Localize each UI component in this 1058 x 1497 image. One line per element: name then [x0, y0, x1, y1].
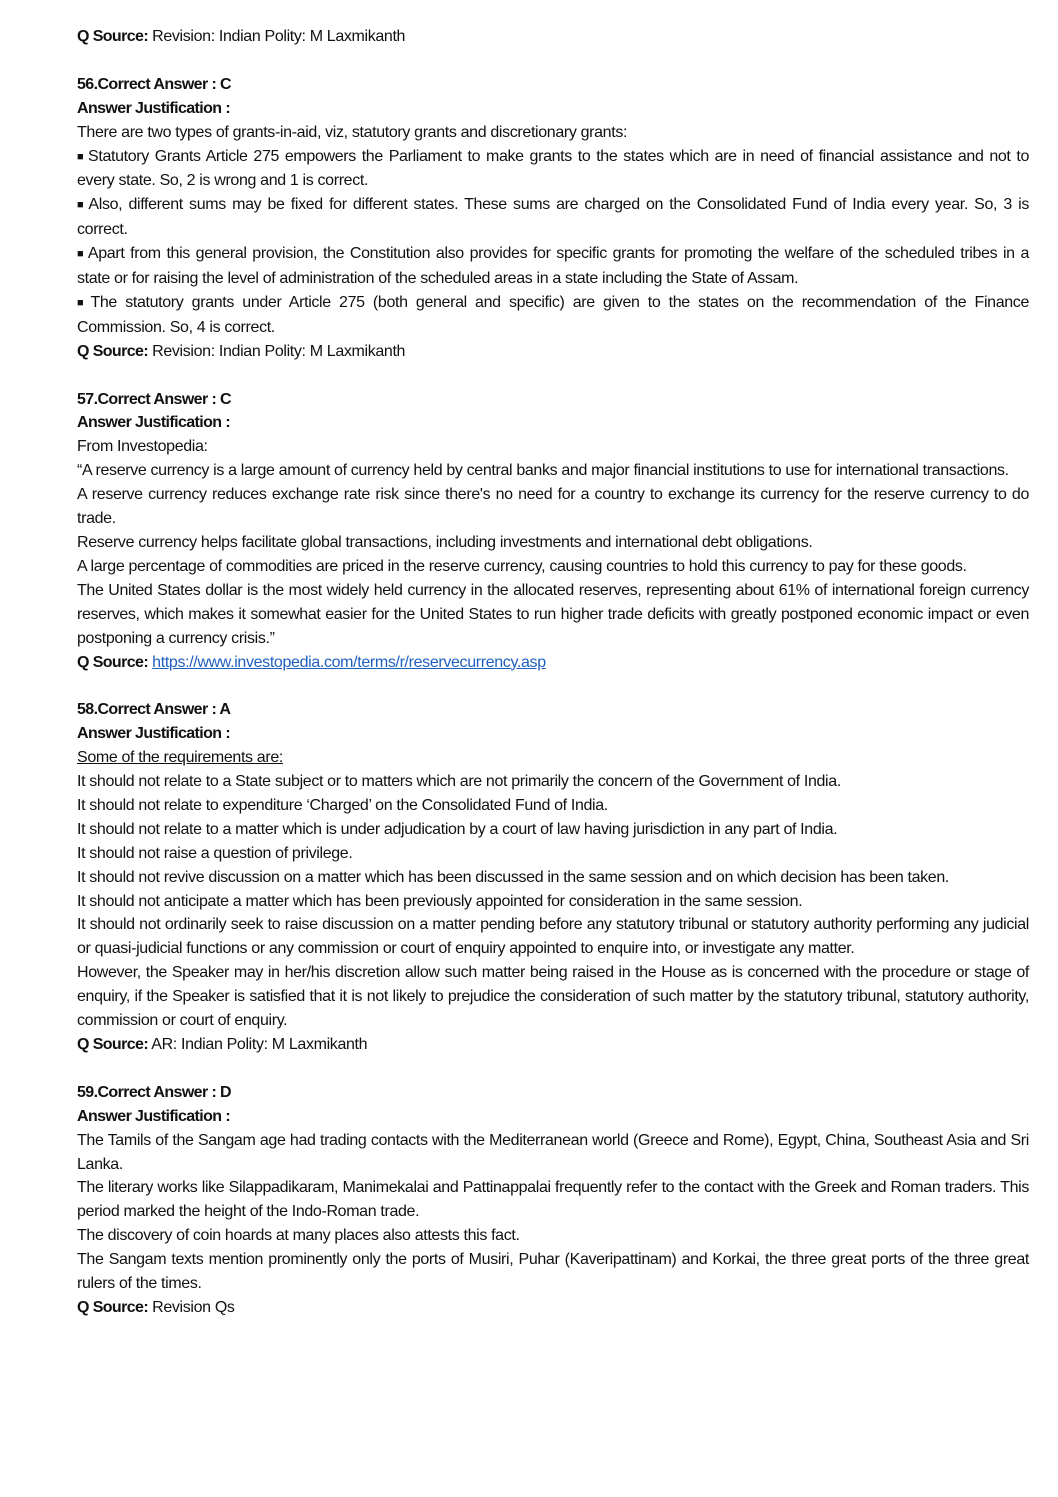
answer-heading: 58.Correct Answer : A: [77, 701, 231, 719]
q-source-label: Q Source:: [77, 342, 149, 360]
q-source-label: Q Source:: [77, 28, 149, 45]
bullet-square-icon: ■: [77, 248, 85, 261]
bullet-square-icon: ■: [77, 199, 86, 212]
q-source-line: [77, 1033, 1029, 1057]
bullet-item: ■ Statutory Grants Article 275 empowers the Parliament to make grants to the states which are in need of financial assistance and not to every state. So, 2 is wrong and 1 is correct.: [77, 147, 1029, 190]
q-source-line: [77, 651, 1029, 675]
answer-58: [77, 698, 1029, 1057]
intro-text: From Investopedia:: [77, 438, 208, 456]
justification-label: Answer Justification :: [77, 725, 231, 743]
justification-label: Answer Justification :: [77, 414, 231, 432]
paragraph: It should not relate to a matter which is under adjudication by a court of law having jurisdiction in any part of India.: [77, 820, 838, 838]
paragraph: It should not raise a question of privilege.: [77, 844, 353, 862]
bullet-square-icon: ■: [77, 296, 88, 309]
answer-heading: 56.Correct Answer : C: [77, 75, 231, 93]
bullet-item: ■ The statutory grants under Article 275 (both general and specific) are given to the states on the recommendation of the Finance Commission. So, 4 is correct.: [77, 293, 1029, 336]
q-source-value: Revision Qs: [148, 1298, 235, 1316]
paragraph: It should not relate to expenditure ‘Charged’ on the Consolidated Fund of India.: [77, 796, 608, 814]
intro-text: Some of the requirements are:: [77, 749, 283, 767]
answer-56: [77, 73, 1029, 364]
source-link[interactable]: https://www.investopedia.com/terms/r/reservecurrency.asp: [152, 653, 546, 671]
q-source-label: Q Source:: [77, 1298, 149, 1316]
q-source-label: Q Source:: [77, 653, 149, 671]
answer-heading: 59.Correct Answer : D: [77, 1083, 231, 1101]
paragraph: It should not revive discussion on a matter which has been discussed in the same session and on which decision has been taken.: [77, 868, 949, 886]
document-page: [77, 25, 1029, 1320]
q-source-line: [77, 340, 1029, 364]
paragraph: However, the Speaker may in her/his discretion allow such matter being raised in the House as is concerned with the procedure or stage of enquiry, if the Speaker is satisfied that it is not likely to prejudice the consideration of such matter by the statutory tribunal, statutory authority, commission or court of enquiry.: [77, 964, 1029, 1030]
paragraph: A large percentage of commodities are priced in the reserve currency, causing countries to hold this currency to pay for these goods.: [77, 557, 967, 575]
paragraph: “A reserve currency is a large amount of currency held by central banks and major financial institutions to use for international transactions.: [77, 462, 1009, 480]
q-source-line: [77, 1296, 1029, 1320]
paragraph: It should not relate to a State subject or to matters which are not primarily the concern of the Government of India.: [77, 773, 841, 791]
q-source-value: AR: Indian Polity: M Laxmikanth: [148, 1036, 368, 1054]
q-source-value: Revision: Indian Polity: M Laxmikanth: [148, 342, 406, 360]
answer-59: [77, 1081, 1029, 1320]
justification-label: Answer Justification :: [77, 1107, 231, 1125]
intro-text: There are two types of grants-in-aid, viz, statutory grants and discretionary grants:: [77, 123, 628, 141]
q-source-line: [77, 25, 1029, 49]
justification-label: Answer Justification :: [77, 99, 231, 117]
paragraph: The United States dollar is the most widely held currency in the allocated reserves, representing about 61% of international foreign currency reserves, which makes it somewhat easier for the United States to run higher trade deficits with greatly postponed economic impact or even postponing a currency crisis.”: [77, 581, 1029, 647]
paragraph: It should not anticipate a matter which has been previously appointed for consideration in the same session.: [77, 892, 803, 910]
paragraph: The Tamils of the Sangam age had trading contacts with the Mediterranean world (Greece and Rome), Egypt, China, Southeast Asia and Sri Lanka.: [77, 1131, 1029, 1173]
paragraph: Reserve currency helps facilitate global transactions, including investments and international debt obligations.: [77, 534, 813, 551]
q-source-label: Q Source:: [77, 1036, 149, 1054]
paragraph: The literary works like Silappadikaram, Manimekalai and Pattinappalai frequently refer to the contact with the Greek and Roman traders. This period marked the height of the Indo-Roman trade.: [77, 1179, 1029, 1221]
bullet-item: ■ Apart from this general provision, the Constitution also provides for specific grants for promoting the welfare of the scheduled tribes in a state or for raising the level of administration of the scheduled areas in a state including the State of Assam.: [77, 245, 1029, 288]
bullet-square-icon: ■: [77, 150, 86, 163]
paragraph: The Sangam texts mention prominently only the ports of Musiri, Puhar (Kaveripattinam) and Korkai, the three great ports of the three great rulers of the times.: [77, 1251, 1029, 1293]
bullet-item: ■ Also, different sums may be fixed for different states. These sums are charged on the Consolidated Fund of India every year. So, 3 is correct.: [77, 196, 1029, 239]
paragraph: It should not ordinarily seek to raise discussion on a matter pending before any statutory tribunal or statutory authority performing any judicial or quasi-judicial functions or any commission or court of enquiry appointed to enquire into, or investigate any matter.: [77, 916, 1029, 958]
paragraph: The discovery of coin hoards at many places also attests this fact.: [77, 1227, 520, 1245]
paragraph: A reserve currency reduces exchange rate risk since there's no need for a country to exchange its currency for the reserve currency to do trade.: [77, 486, 1029, 528]
answer-heading: 57.Correct Answer : C: [77, 390, 231, 408]
answer-57: [77, 388, 1029, 675]
q-source-value: Revision: Indian Polity: M Laxmikanth: [148, 28, 406, 45]
